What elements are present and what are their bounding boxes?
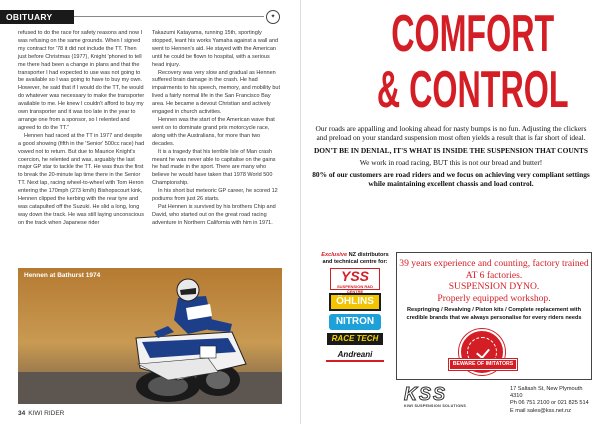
article-column-2 xyxy=(152,30,280,262)
section-label: OBITUARY xyxy=(6,12,53,22)
ad-percent-line: 80% of our customers are road riders and we focus on achieving very compliant settings while maintaining excellent chassis and load control. xyxy=(312,170,590,189)
services-list: Respringing / Revalving / Piston kits / Complete replacement with credible brands that we always personalise for every riders needs xyxy=(406,307,582,321)
article-paragraph: It is a tragedy that his terrible Isle of Man crash meant he was never able to capitalise on the gains he had made in the sport. There are many who believe he would have taken that 1978 World 500 Championship. xyxy=(152,148,276,187)
article-paragraph: refused to do the race for safety reasons and now I was refusing on the same grounds. When I signed my contract for '78 it did not include the TT. Then just before Christmas (1977), Knight 'phoned to tell me there had been a change in plans and that the transporter I had expected to use was not going to be available so I was going to have to buy my own. However, he said that if I would do the TT, he would do whatever was necessary to make the transporter available to me. He knew I couldn't afford to buy my own transporter and it was too late in the year to arrange one from a sponsor, so I relented and agreed to do the TT." xyxy=(18,30,145,131)
page-folio xyxy=(18,410,64,417)
article-paragraph: Hennen had raced at the TT in 1977 and despite a good showing (fifth in the 'Senior' 500cc race) had vowed not to return. But due to Maurice Knight's coercion, he relented and was, arguably the last major GP star to tackle the TT. He was thus the first to break the 20-minute lap time there in the Senior TT. Next lap, racing wheel-to-wheel with Tom Heron entering the 170mph (273 km/h) Bishopscourt kink, Hennen clipped the kerbing with the rear tyre and was catapulted off the Suzuki. He slid a long, long way down the track. He was still laying unconscious on the track when Japanese rider xyxy=(18,132,145,226)
yss-logo-sub: SUSPENSION R&D CENTRE xyxy=(336,284,373,295)
beware-banner: BEWARE OF IMITATORS xyxy=(449,359,517,370)
yss-logo xyxy=(330,268,380,295)
ad-road-racing: We work in road racing, BUT this is not our bread and butter! xyxy=(359,158,543,168)
ad-body xyxy=(310,124,592,188)
brands-heading xyxy=(318,252,392,265)
magazine-name: KIWI RIDER xyxy=(28,410,65,417)
article-paragraph: Takazumi Katayama, running 15th, sportingly stopped, leant his works Yamaha against a wall and went to Hennen's aid. He stayed with the American until he could be flown to hospital, with a serious head injury. xyxy=(152,30,279,68)
article-paragraph: In his short but meteoric GP career, he scored 12 podiums from just 26 starts. xyxy=(152,188,278,203)
ad-denial-heading: DON'T BE IN DENIAL, IT'S WHAT IS INSIDE THE SUSPENSION THAT COUNTS xyxy=(313,146,589,155)
services-box xyxy=(396,252,592,380)
services-experience: 39 years experience and counting, factory trained AT 6 factories. xyxy=(399,258,589,281)
services-workshop: Properly equipped workshop. xyxy=(437,292,551,304)
services-dyno: SUSPENSION DYNO. xyxy=(448,281,540,293)
kss-logo xyxy=(404,384,506,414)
brands-exclusive: Exclusive xyxy=(321,252,348,258)
services-highlight xyxy=(397,258,591,304)
ad-headline xyxy=(358,5,569,119)
race-photo-illustration xyxy=(18,268,282,404)
article-paragraph: Recovery was very slow and gradual as Hennen suffered brain damage in the crash. He had impairments to his speech, memory, and mobility but lived a fairly normal life in the San Francisco Bay area. He became a devout Christian and actively engaged in church activities. xyxy=(152,69,280,116)
ad-intro: Our roads are appalling and looking ahead for nasty bumps is no fun. Adjusting the clickers and preload on your standard suspension most often yields a result that is far short of ideal. xyxy=(315,124,587,142)
andreani-logo: Andreani xyxy=(326,348,384,362)
yss-logo-text: YSS xyxy=(340,268,369,285)
brands-panel xyxy=(318,252,392,384)
racetech-logo: RACE TECH xyxy=(327,333,383,345)
ad-headline-line-2: & CONTROL xyxy=(376,61,569,119)
ohlins-logo: ÖHLINS xyxy=(329,293,381,311)
brands-nz: NZ distributors and technical centre for: xyxy=(322,252,389,265)
header-rule xyxy=(74,16,264,17)
emblem-icon: ✦ xyxy=(266,10,280,24)
contact-email[interactable]: E mail sales@kss.net.nz xyxy=(510,407,572,414)
contact-block xyxy=(510,386,596,415)
kss-logo-mark: KSS xyxy=(404,384,448,404)
page-number: 34 xyxy=(18,410,26,417)
article-column-1 xyxy=(18,30,146,262)
photo-caption: Hennen at Bathurst 1974 xyxy=(24,272,101,279)
race-photo xyxy=(18,268,282,404)
nitron-logo: NITRON xyxy=(329,314,381,330)
ad-headline-line-1: COMFORT xyxy=(391,5,555,63)
kss-logo-sub: KIWI SUSPENSION SOLUTIONS xyxy=(404,404,467,408)
contact-address: 17 Saltash St, New Plymouth 4310 xyxy=(510,386,583,400)
article-paragraph: Hennen was the start of the American wave that went on to dominate grand prix motorcycle race, along with the Australians, for more than two decades. xyxy=(152,116,275,147)
contact-phone: Ph 06 751 2100 or 021 825 514 xyxy=(510,400,589,407)
article-paragraph: Pat Hennen is survived by his brothers Chip and David, who started out on the great road racing adventure in Northern California with him in 1971. xyxy=(152,203,276,226)
section-tab xyxy=(0,10,74,24)
